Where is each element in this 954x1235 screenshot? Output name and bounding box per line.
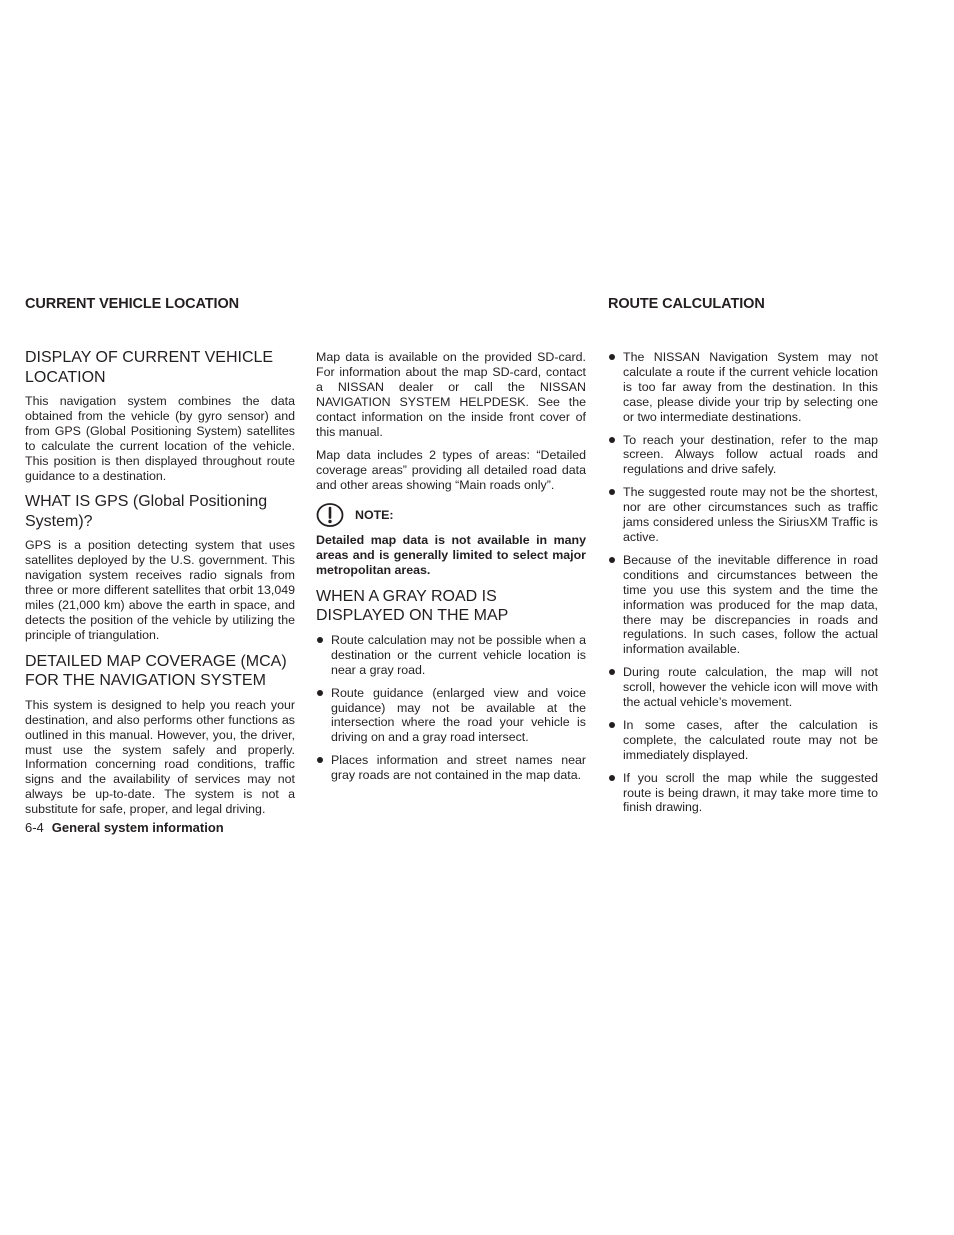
gray-road-list [316, 633, 586, 783]
bullet-icon [609, 722, 615, 728]
bullet-icon [609, 775, 615, 781]
gray-road-heading: WHEN A GRAY ROAD IS DISPLAYED ON THE MAP [316, 587, 509, 625]
list-item: Because of the inevitable difference in road conditions and circumstances between the time you use this system and the time the information was produced for the map data, there may be discrepancies in roads and regulations. In such cases, follow the actual information available. [608, 553, 878, 657]
list-item: To reach your destination, refer to the map screen. Always follow actual roads and regulations and drive safely. [608, 433, 878, 478]
list-item: During route calculation, the map will not scroll, however the vehicle icon will move with the actual vehicle’s movement. [608, 665, 878, 710]
bullet-icon [609, 437, 615, 443]
mca-text: This system is designed to help you reach your destination, and also performs other functions as outlined in this manual. However, you, the driver, must use the system safely and properly. Information concerning road conditions, traffic signs and the availability of services may not always be up-to-date. The system is not a substitute for safe, proper, and legal driving. [25, 697, 295, 817]
left-column [25, 348, 295, 826]
bullet-icon [609, 557, 615, 563]
display-text: This navigation system combines the data obtained from the vehicle (by gyro sensor) and from GPS (Global Positioning System) satellites to calculate the current location of the vehicle. This position is then displayed throughout route guidance to a destination. [25, 394, 295, 483]
note-header [316, 502, 586, 528]
list-item: Route calculation may not be possible when a destination or the current vehicle location is near a gray road. [316, 633, 586, 678]
display-heading: DISPLAY OF CURRENT VEHICLE LOCATION [25, 349, 274, 386]
gps-text: GPS is a position detecting system that uses satellites deployed by the U.S. government. This navigation system receives radio signals from three or more different satellites that orbit 13,049 miles (21,000 km) above the earth in space, and detects the position of the vehicle by utilizing the principle of triangulation. [25, 538, 295, 642]
list-item: Places information and street names near gray roads are not contained in the map data. [316, 753, 586, 783]
map-data-paragraph: Map data is available on the provided SD-card. For information about the map SD-card, contact a NISSAN dealer or call the NISSAN NAVIGATION SYSTEM HELPDESK. See the contact information on the inside front cover of this manual. [316, 350, 586, 439]
section-title-route-calculation: ROUTE CALCULATION [608, 296, 765, 312]
bullet-icon [317, 757, 323, 763]
section-title-current-vehicle-location: CURRENT VEHICLE LOCATION [25, 296, 240, 312]
note-text: Detailed map data is not available in many areas and is generally limited to select major metropolitan areas. [316, 533, 586, 577]
note-label: NOTE: [355, 508, 394, 523]
list-item: Route guidance (enlarged view and voice guidance) may not be available at the intersection where the road your vehicle is driving on and a gray road intersect. [316, 686, 586, 746]
bullet-icon [609, 669, 615, 675]
chapter-title: General system information [51, 820, 224, 835]
right-column [608, 350, 878, 823]
list-item: The suggested route may not be the shortest, nor are other circumstances such as traffic jams considered unless the SiriusXM Traffic is active. [608, 485, 878, 545]
list-item: In some cases, after the calculation is complete, the calculated route may not be immediately displayed. [608, 718, 878, 763]
bullet-icon [609, 489, 615, 495]
list-item: If you scroll the map while the suggested route is being drawn, it may take more time to finish drawing. [608, 771, 878, 816]
bullet-icon [317, 637, 323, 643]
page-footer [25, 820, 224, 835]
mca-heading: DETAILED MAP COVERAGE (MCA) FOR THE NAVIGATION SYSTEM [25, 652, 287, 690]
middle-column [316, 350, 586, 791]
page-number: 6-4 [25, 820, 44, 835]
bullet-icon [317, 690, 323, 696]
note-warning-icon [316, 502, 346, 528]
bullet-icon [609, 354, 615, 360]
route-calculation-list [608, 350, 878, 815]
map-areas-paragraph: Map data includes 2 types of areas: “Detailed coverage areas” providing all detailed road data and other areas showing “Main roads only”. [316, 448, 586, 493]
gps-heading: WHAT IS GPS (Global Positioning System)? [25, 493, 268, 530]
list-item: The NISSAN Navigation System may not calculate a route if the current vehicle location is too far away from the destination. In this case, please divide your trip by selecting one or two intermediate destinations. [608, 350, 878, 425]
